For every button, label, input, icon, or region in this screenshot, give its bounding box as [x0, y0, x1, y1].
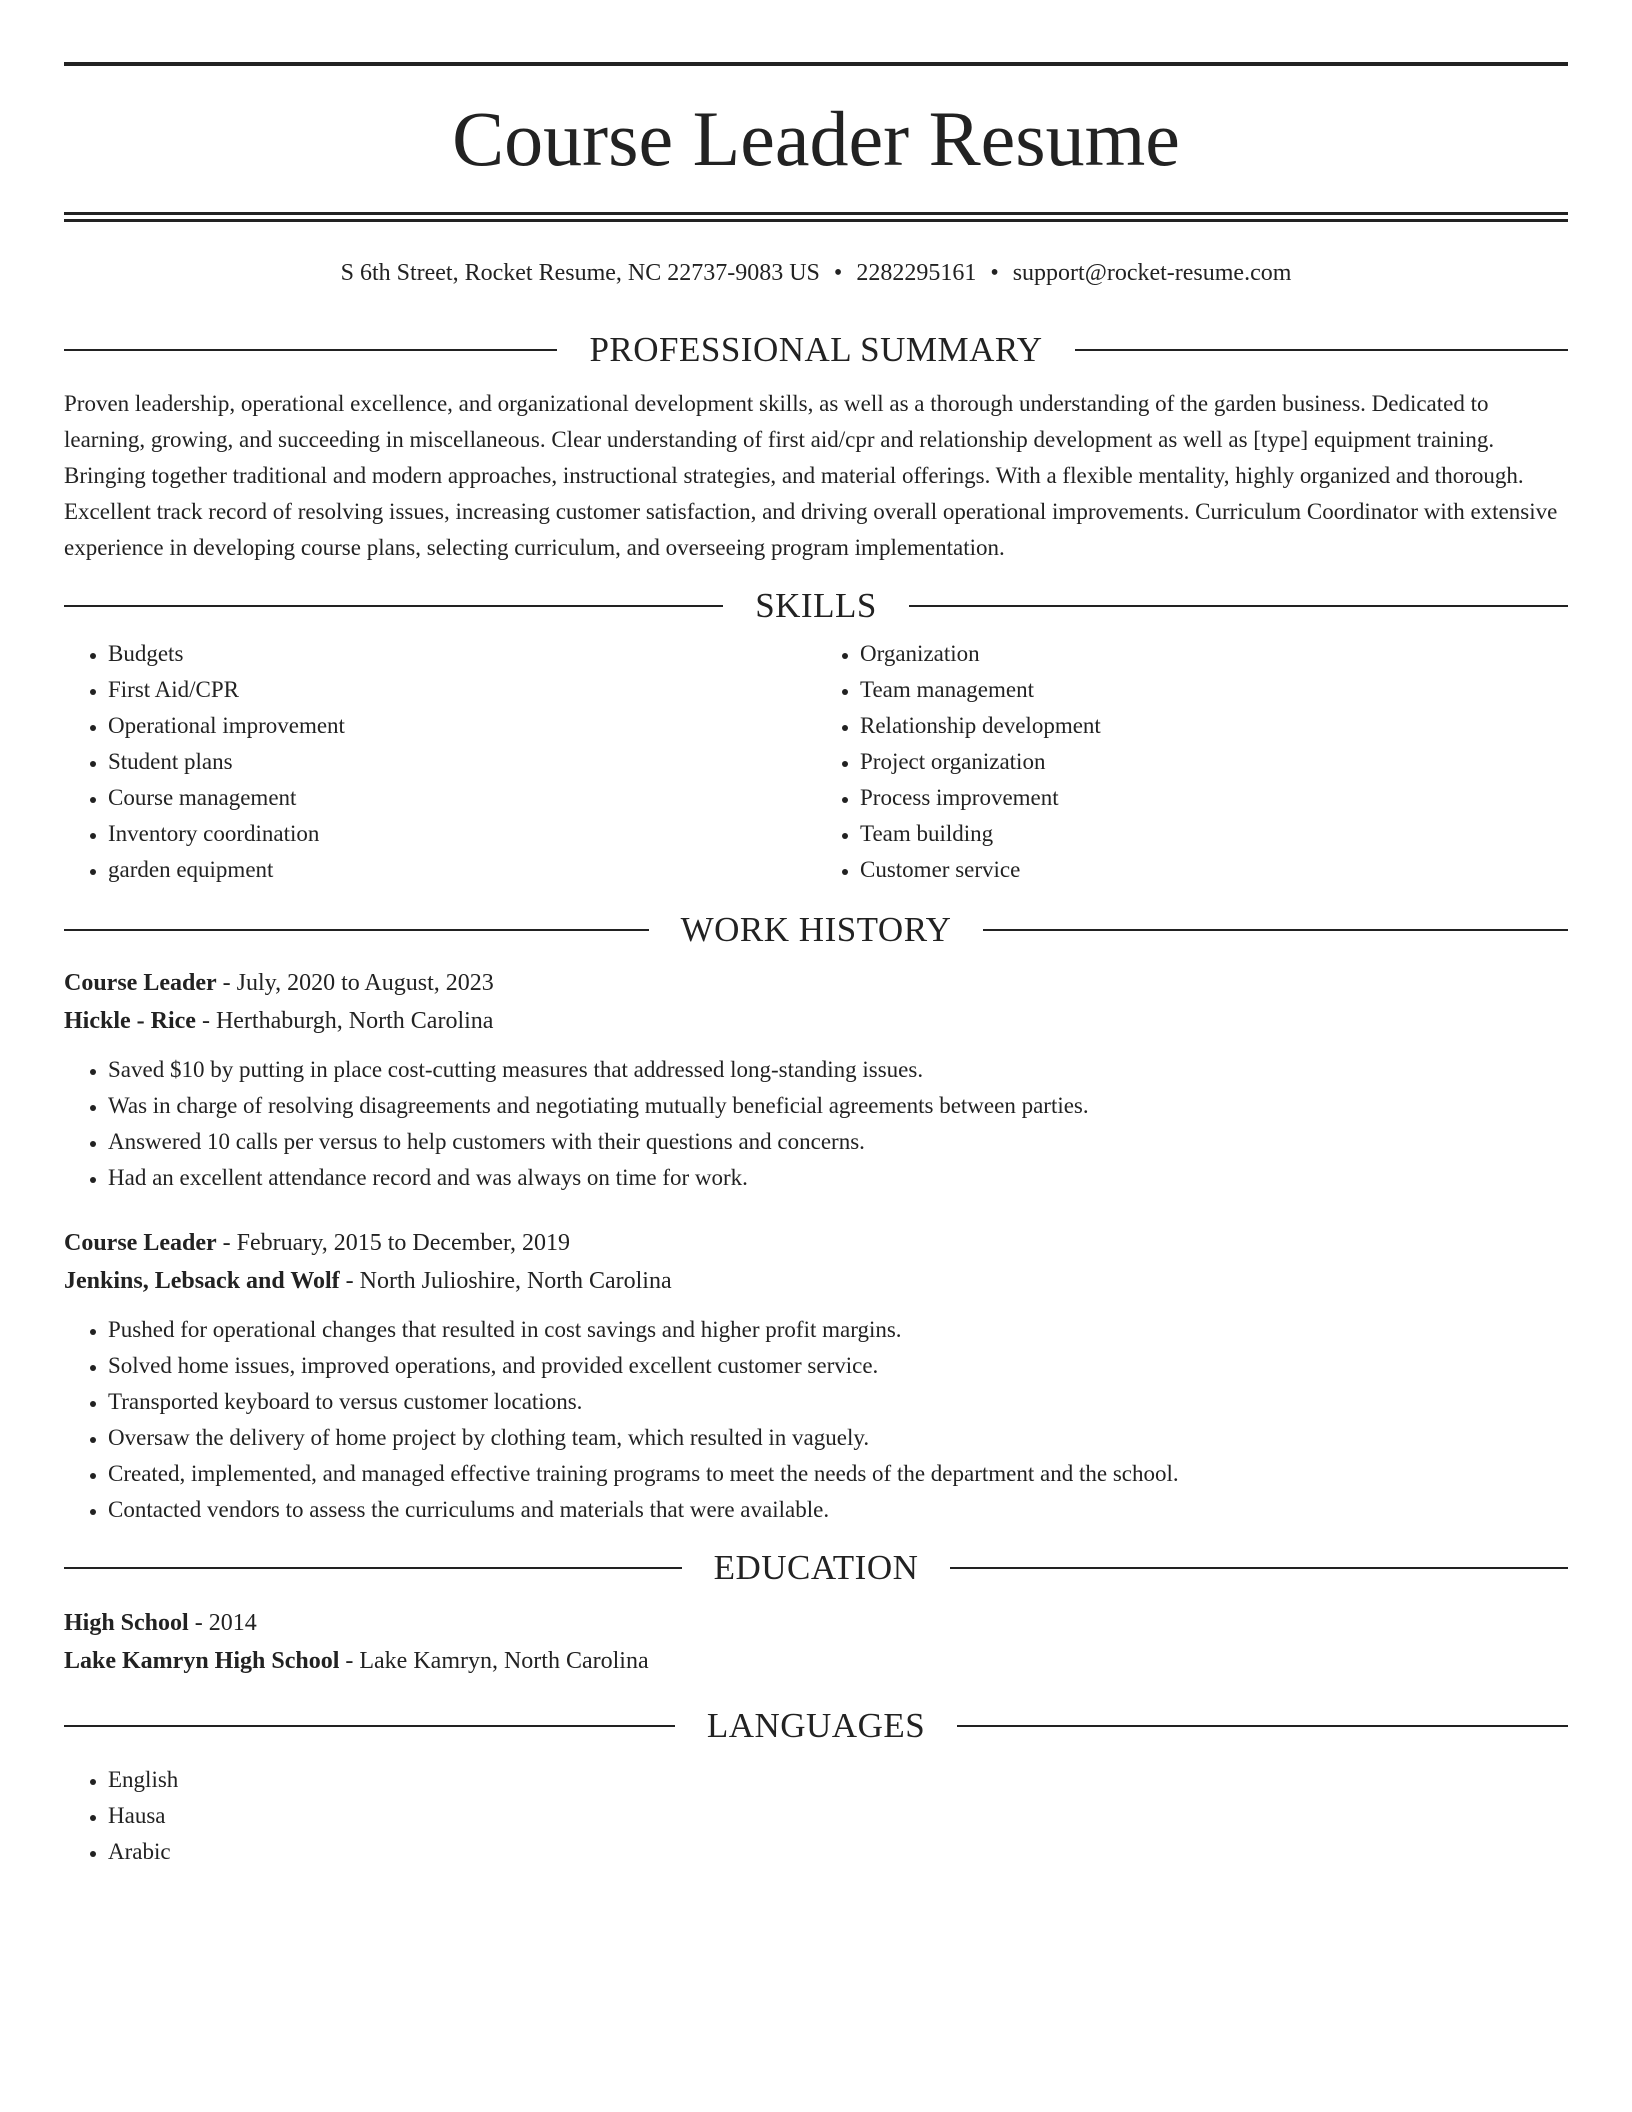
education-degree: High School [64, 1610, 189, 1636]
skill-item: • Process improvement [860, 780, 1568, 816]
heading-rule-left [64, 1725, 675, 1727]
section-title: SKILLS [755, 586, 877, 625]
languages-heading [64, 1706, 1568, 1746]
skills-heading [64, 586, 1568, 626]
contact-separator: • [990, 260, 999, 286]
work-heading [64, 910, 1568, 950]
job-dates: - February, 2015 to December, 2019 [216, 1230, 571, 1256]
skill-item: • First Aid/CPR [108, 672, 816, 708]
job-bullet: • Contacted vendors to assess the curriculums and materials that were available. [108, 1492, 1568, 1528]
job-company-line [64, 1262, 1568, 1300]
contact-address: S 6th Street, Rocket Resume, NC 22737-9083 US [340, 260, 820, 286]
section-title: LANGUAGES [706, 1706, 926, 1745]
job-company-line [64, 1002, 1568, 1040]
page-title: Course Leader Resume [452, 95, 1180, 182]
language-item: • English [108, 1762, 1568, 1798]
skills-columns [64, 636, 1568, 888]
education-school: Lake Kamryn High School [64, 1648, 340, 1674]
skill-item: • Relationship development [860, 708, 1568, 744]
job-entry [64, 1224, 1568, 1528]
job-dates: - July, 2020 to August, 2023 [216, 970, 494, 996]
job-bullet: • Transported keyboard to versus customer locations. [108, 1384, 1568, 1420]
language-items [64, 1762, 1568, 1870]
job-location: - North Julioshire, North Carolina [339, 1268, 672, 1294]
skill-item: • Budgets [108, 636, 816, 672]
skill-item: • Course management [108, 780, 816, 816]
heading-rule-left [64, 349, 557, 351]
job-location: - Herthaburgh, North Carolina [195, 1008, 494, 1034]
education-school-line [64, 1642, 1568, 1680]
job-bullet: • Created, implemented, and managed effective training programs to meet the needs of the department and the school. [108, 1456, 1568, 1492]
education-year: - 2014 [188, 1610, 257, 1636]
skills-list-left [64, 636, 816, 888]
top-rule [64, 62, 1568, 66]
education-entry [64, 1604, 1568, 1680]
language-item: • Hausa [108, 1798, 1568, 1834]
section-title: WORK HISTORY [680, 910, 952, 949]
job-entry [64, 964, 1568, 1196]
job-bullet: • Solved home issues, improved operations, and provided excellent customer service. [108, 1348, 1568, 1384]
job-title-line [64, 1224, 1568, 1262]
heading-rule-right [983, 929, 1568, 931]
heading-rule-right [957, 1725, 1568, 1727]
skill-item: • Organization [860, 636, 1568, 672]
job-title: Course Leader [64, 1230, 217, 1256]
job-bullets [64, 1312, 1568, 1528]
section-title: PROFESSIONAL SUMMARY [589, 330, 1043, 369]
contact-line [64, 258, 1568, 288]
skill-item: • Project organization [860, 744, 1568, 780]
resume-page [64, 62, 1568, 1870]
heading-rule-left [64, 605, 723, 607]
summary-heading [64, 330, 1568, 370]
language-item: • Arabic [108, 1834, 1568, 1870]
education-heading [64, 1548, 1568, 1588]
job-title: Course Leader [64, 970, 217, 996]
skill-item: • Customer service [860, 852, 1568, 888]
education-location: - Lake Kamryn, North Carolina [339, 1648, 649, 1674]
job-bullet: • Oversaw the delivery of home project by clothing team, which resulted in vaguely. [108, 1420, 1568, 1456]
job-company: Jenkins, Lebsack and Wolf [64, 1268, 340, 1294]
contact-email: support@rocket-resume.com [1012, 260, 1292, 286]
job-bullet: • Saved $10 by putting in place cost-cutting measures that addressed long-standing issues. [108, 1052, 1568, 1088]
skill-item: • Team building [860, 816, 1568, 852]
skill-item: • Inventory coordination [108, 816, 816, 852]
heading-rule-right [909, 605, 1568, 607]
job-bullet: • Answered 10 calls per versus to help customers with their questions and concerns. [108, 1124, 1568, 1160]
skill-item: • Student plans [108, 744, 816, 780]
contact-separator: • [833, 260, 843, 286]
languages-list [64, 1762, 1568, 1870]
job-bullet: • Was in charge of resolving disagreements and negotiating mutually beneficial agreements between parties. [108, 1088, 1568, 1124]
skills-list-right [816, 636, 1568, 888]
skill-item: • Operational improvement [108, 708, 816, 744]
title-double-rule [64, 212, 1568, 222]
contact-phone: 2282295161 [856, 260, 977, 286]
summary-text: Proven leadership, operational excellence, and organizational development skills, as well as a thorough understanding of the garden business. Dedicated to learning, growing, and succeeding in miscellaneous. Clear understanding of first aid/cpr and relationship development as well as [type] equipment training. Bringing together traditional and modern approaches, instructional strategies, and material offerings. With a flexible mentality, highly organized and thorough. Excellent track record of resolving issues, increasing customer satisfaction, and driving overall operational improvements. Curriculum Coordinator with extensive experience in developing course plans, selecting curriculum, and overseeing program implementation. [64, 391, 1558, 560]
skill-item: • garden equipment [108, 852, 816, 888]
job-bullet: • Pushed for operational changes that resulted in cost savings and higher profit margins. [108, 1312, 1568, 1348]
job-bullet: • Had an excellent attendance record and was always on time for work. [108, 1160, 1568, 1196]
heading-rule-left [64, 929, 649, 931]
job-title-line [64, 964, 1568, 1002]
education-degree-line [64, 1604, 1568, 1642]
section-title: EDUCATION [713, 1548, 919, 1587]
heading-rule-left [64, 1567, 682, 1569]
skill-item: • Team management [860, 672, 1568, 708]
job-company: Hickle - Rice [64, 1008, 196, 1034]
job-bullets [64, 1052, 1568, 1196]
heading-rule-right [1075, 349, 1568, 351]
heading-rule-right [950, 1567, 1568, 1569]
